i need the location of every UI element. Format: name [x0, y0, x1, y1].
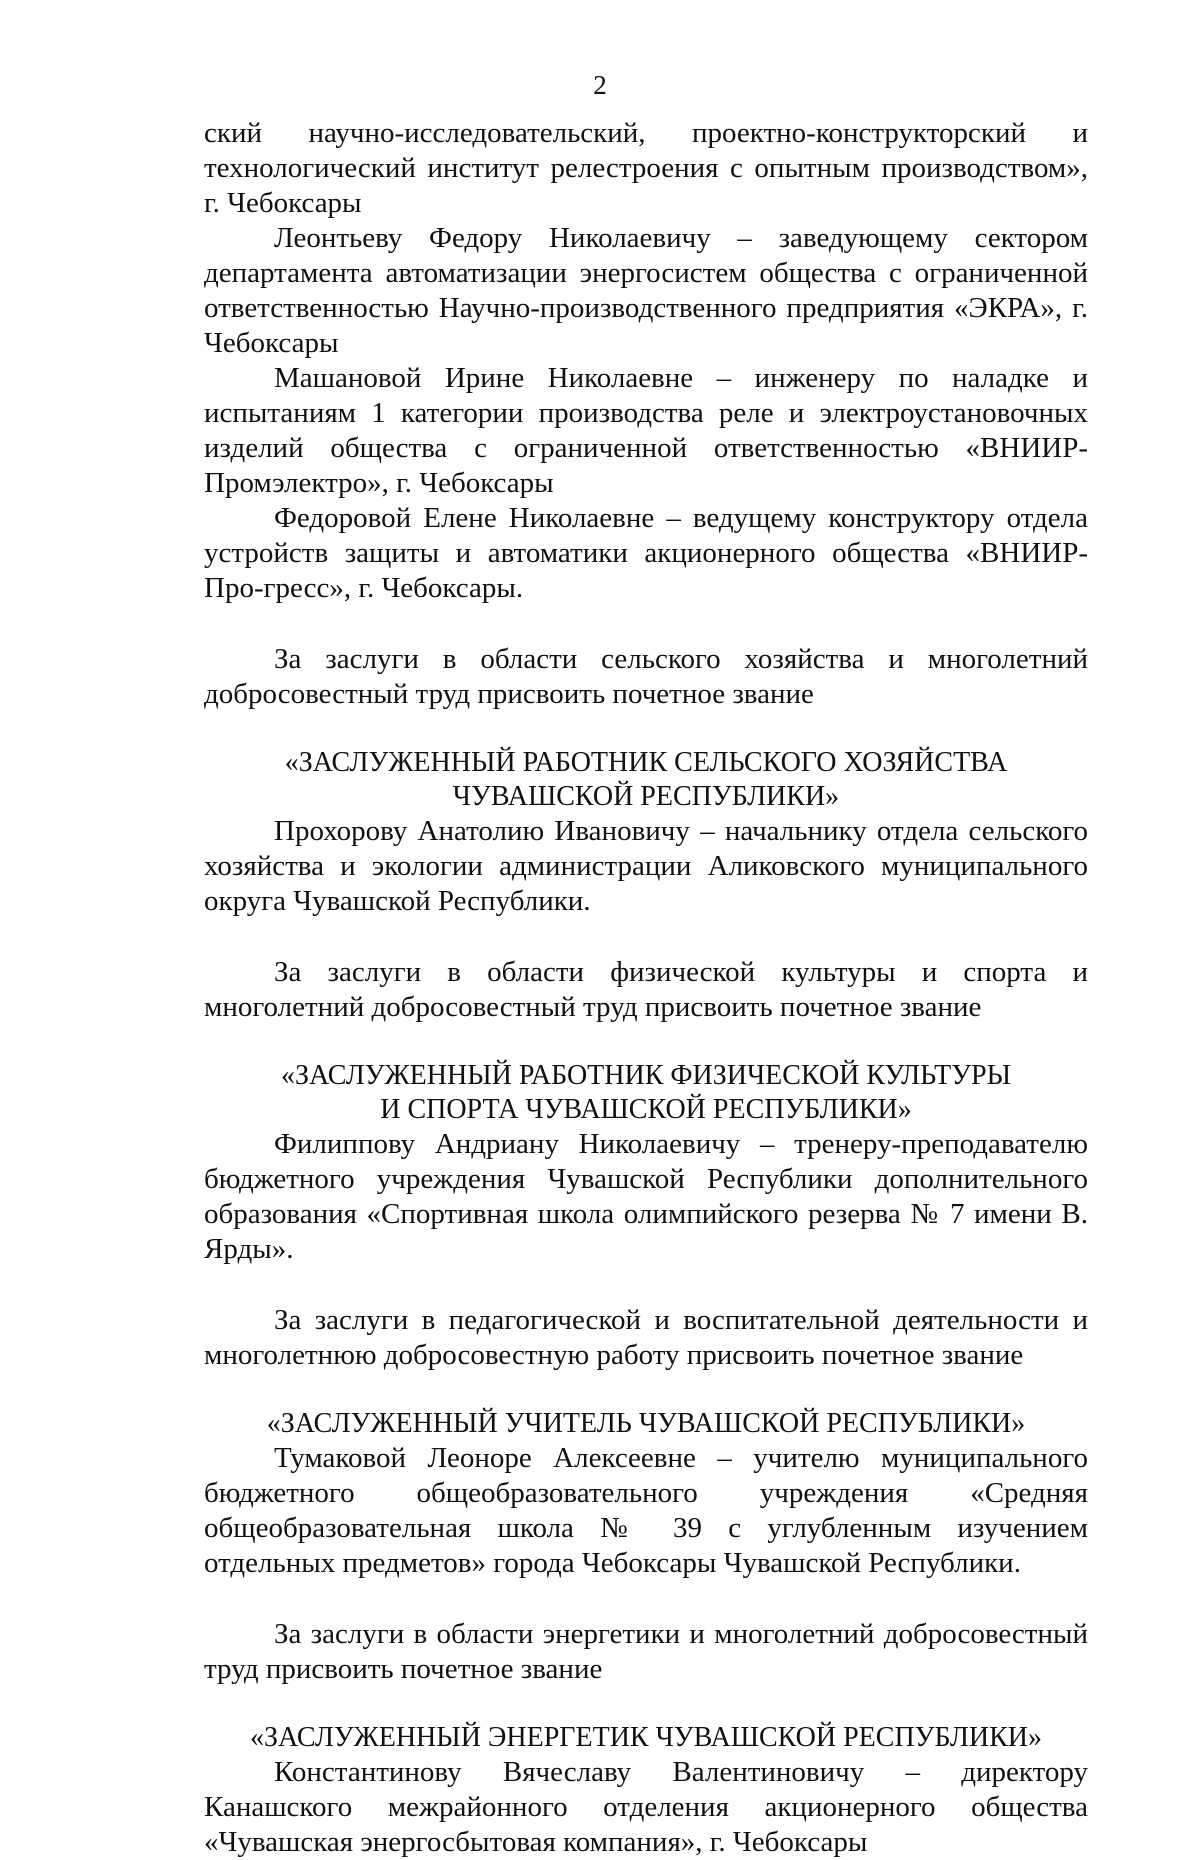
award-title: «ЗАСЛУЖЕННЫЙ РАБОТНИК СЕЛЬСКОГО ХОЗЯЙСТВА	[284, 747, 1008, 778]
page-number: 2	[593, 70, 607, 100]
section-spacer	[204, 1373, 1088, 1407]
awardee-paragraph: Тумаковой Леоноре Алексеевне – учителю муниципального бюджетного общеобразовательного учреждения «Средняя общеобразовательная школа № 39 с углубленным изучением отдельных предметов» города Чебоксары Чувашской Республики.	[204, 1442, 1088, 1579]
document-body	[204, 116, 1088, 1860]
award-title: «ЗАСЛУЖЕННЫЙ УЧИТЕЛЬ ЧУВАШСКОЙ РЕСПУБЛИКИ»	[266, 1408, 1026, 1439]
award-reason: За заслуги в области сельского хозяйства и многолетний добросовестный труд присвоить почетное звание	[204, 643, 1088, 710]
awardee-paragraph: Константинову Вячеславу Валентиновичу – директору Канашского межрайонного отделения акционерного общества «Чувашская энергосбытовая компания», г. Чебоксары	[204, 1756, 1088, 1858]
awardee-paragraph: Федоровой Елене Николаевне – ведущему конструктору отдела устройств защиты и автоматики акционерного общества «ВНИИР-Про-гресс», г. Чебоксары.	[204, 502, 1088, 604]
award-title: «ЗАСЛУЖЕННЫЙ ЭНЕРГЕТИК ЧУВАШСКОЙ РЕСПУБЛИКИ»	[250, 1722, 1042, 1753]
awardee-paragraph: Филиппову Андриану Николаевичу – тренеру-преподавателю бюджетного учреждения Чувашской Республики дополнительного образования «Спортивная школа олимпийского резерва № 7 имени В. Ярды».	[204, 1128, 1088, 1265]
award-reason: За заслуги в области энергетики и многолетний добросовестный труд присвоить почетное звание	[204, 1618, 1088, 1685]
award-reason: За заслуги в педагогической и воспитательной деятельности и многолетнюю добросовестную работу присвоить почетное звание	[204, 1304, 1088, 1371]
continuation-paragraph: ский научно-исследовательский, проектно-конструкторский и технологический институт релестроения с опытным производством», г. Чебоксары	[204, 117, 1088, 219]
section-spacer	[204, 1581, 1088, 1617]
section-spacer	[204, 1025, 1088, 1059]
award-title: «ЗАСЛУЖЕННЫЙ РАБОТНИК ФИЗИЧЕСКОЙ КУЛЬТУРЫ	[280, 1060, 1012, 1091]
awardee-paragraph: Машановой Ирине Николаевне – инженеру по наладке и испытаниям 1 категории производства реле и электроустановочных изделий общества с ограниченной ответственностью «ВНИИР-Промэлектро», г. Чебоксары	[204, 362, 1088, 499]
section-spacer	[204, 712, 1088, 746]
awardee-paragraph: Леонтьеву Федору Николаевичу – заведующему сектором департамента автоматизации энергосистем общества с ограниченной ответственностью Научно-производственного предприятия «ЭКРА», г. Чебоксары	[204, 222, 1088, 359]
award-title: И СПОРТА ЧУВАШСКОЙ РЕСПУБЛИКИ»	[380, 1094, 912, 1125]
section-spacer	[204, 1267, 1088, 1303]
awardee-paragraph: Прохорову Анатолию Ивановичу – начальнику отдела сельского хозяйства и экологии администрации Аликовского муниципального округа Чувашской Республики.	[204, 815, 1088, 917]
section-spacer	[204, 606, 1088, 642]
section-spacer	[204, 919, 1088, 955]
award-reason: За заслуги в области физической культуры и спорта и многолетний добросовестный труд присвоить почетное звание	[204, 956, 1088, 1023]
section-spacer	[204, 1687, 1088, 1721]
award-title: ЧУВАШСКОЙ РЕСПУБЛИКИ»	[452, 781, 840, 812]
